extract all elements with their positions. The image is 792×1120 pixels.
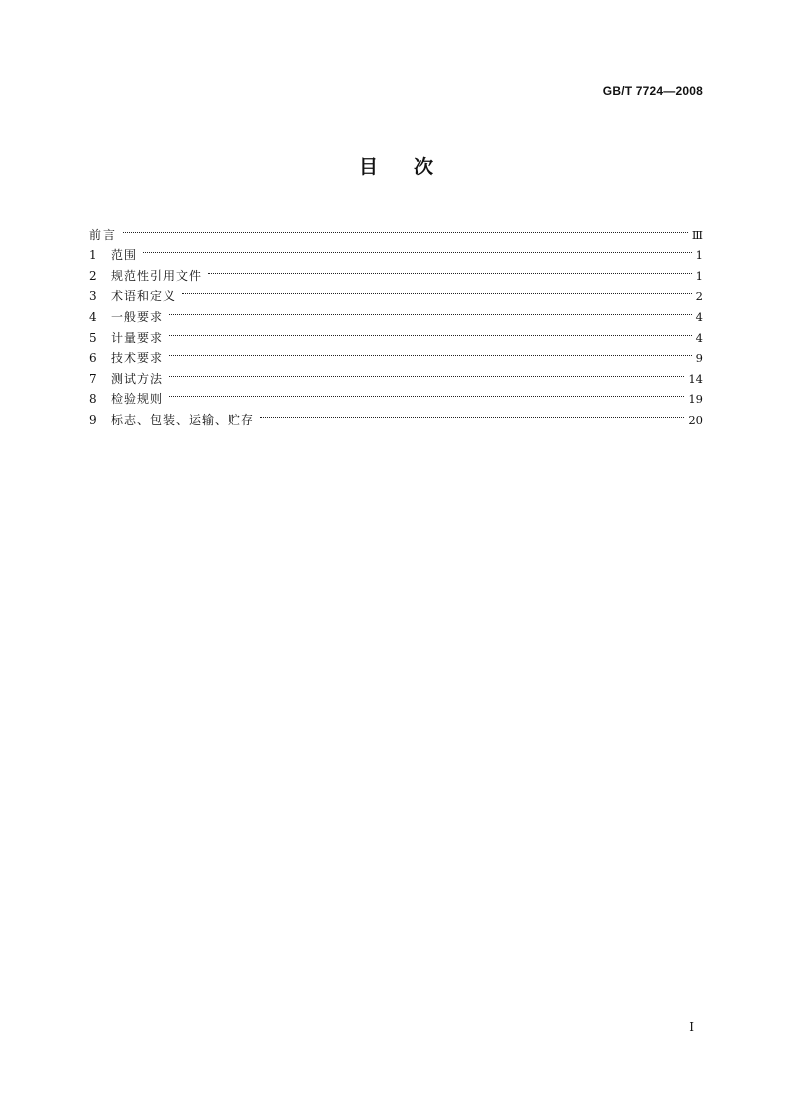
toc-leader — [169, 321, 692, 342]
toc-entry-number: 5 — [89, 330, 97, 345]
toc-entry-number: 3 — [89, 289, 97, 304]
toc-entry-number: 7 — [89, 371, 97, 386]
toc-leader — [260, 403, 684, 424]
toc-entry-label: 技术要求 — [111, 351, 164, 366]
toc-entry-label: 规范性引用文件 — [111, 268, 203, 283]
toc-entry-label: 检验规则 — [111, 392, 164, 407]
toc-entry-number: 2 — [89, 268, 97, 283]
toc-leader — [169, 342, 692, 363]
toc-entry-page: 20 — [688, 412, 703, 427]
toc-entry-number: 8 — [89, 392, 97, 407]
toc-entry-9[interactable] — [89, 403, 703, 427]
toc-entry-number: 9 — [89, 412, 97, 427]
toc-entry-5[interactable] — [89, 321, 703, 345]
toc-entry-label: 标志、包装、运输、贮存 — [111, 412, 255, 427]
title-part-2: 次 — [414, 156, 434, 178]
toc-leader — [169, 383, 684, 404]
toc-entry-page: 19 — [688, 392, 703, 407]
toc-entry-page: 14 — [688, 371, 703, 386]
toc-entry-foreword[interactable] — [89, 218, 703, 242]
toc-entry-page: 4 — [695, 309, 703, 324]
toc-entry-label: 术语和定义 — [111, 289, 177, 304]
toc-entry-2[interactable] — [89, 259, 703, 283]
toc-entry-label: 计量要求 — [111, 330, 164, 345]
toc-entry-number: 6 — [89, 351, 97, 366]
toc-entry-page: 4 — [695, 330, 703, 345]
toc-entry-page: Ⅲ — [691, 227, 703, 242]
page-number: I — [689, 1020, 694, 1034]
toc-leader — [169, 362, 684, 383]
toc-entry-number: 1 — [89, 248, 97, 263]
toc-entry-4[interactable] — [89, 300, 703, 324]
toc-entry-6[interactable] — [89, 342, 703, 366]
title-part-1: 目 — [358, 156, 378, 178]
toc-entry-page: 1 — [695, 248, 703, 263]
toc-entry-page: 9 — [695, 351, 703, 366]
toc-entry-label: 一般要求 — [111, 309, 164, 324]
toc-leader — [143, 239, 692, 260]
toc-leader — [182, 280, 692, 301]
toc-entry-3[interactable] — [89, 280, 703, 304]
toc-leader — [123, 218, 688, 239]
toc-entry-1[interactable] — [89, 239, 703, 263]
toc-entry-8[interactable] — [89, 383, 703, 407]
standard-code: GB/T 7724—2008 — [602, 84, 703, 98]
toc-entry-page: 1 — [695, 268, 703, 283]
toc-entry-label: 前言 — [89, 227, 118, 242]
toc-entry-page: 2 — [695, 289, 703, 304]
toc-entry-label: 测试方法 — [111, 371, 164, 386]
toc-entry-number: 4 — [89, 309, 97, 324]
page-title — [0, 152, 792, 179]
toc-entry-7[interactable] — [89, 362, 703, 386]
toc-entry-label: 范围 — [111, 248, 138, 263]
toc-leader — [169, 300, 692, 321]
table-of-contents — [89, 218, 703, 427]
toc-leader — [208, 259, 692, 280]
